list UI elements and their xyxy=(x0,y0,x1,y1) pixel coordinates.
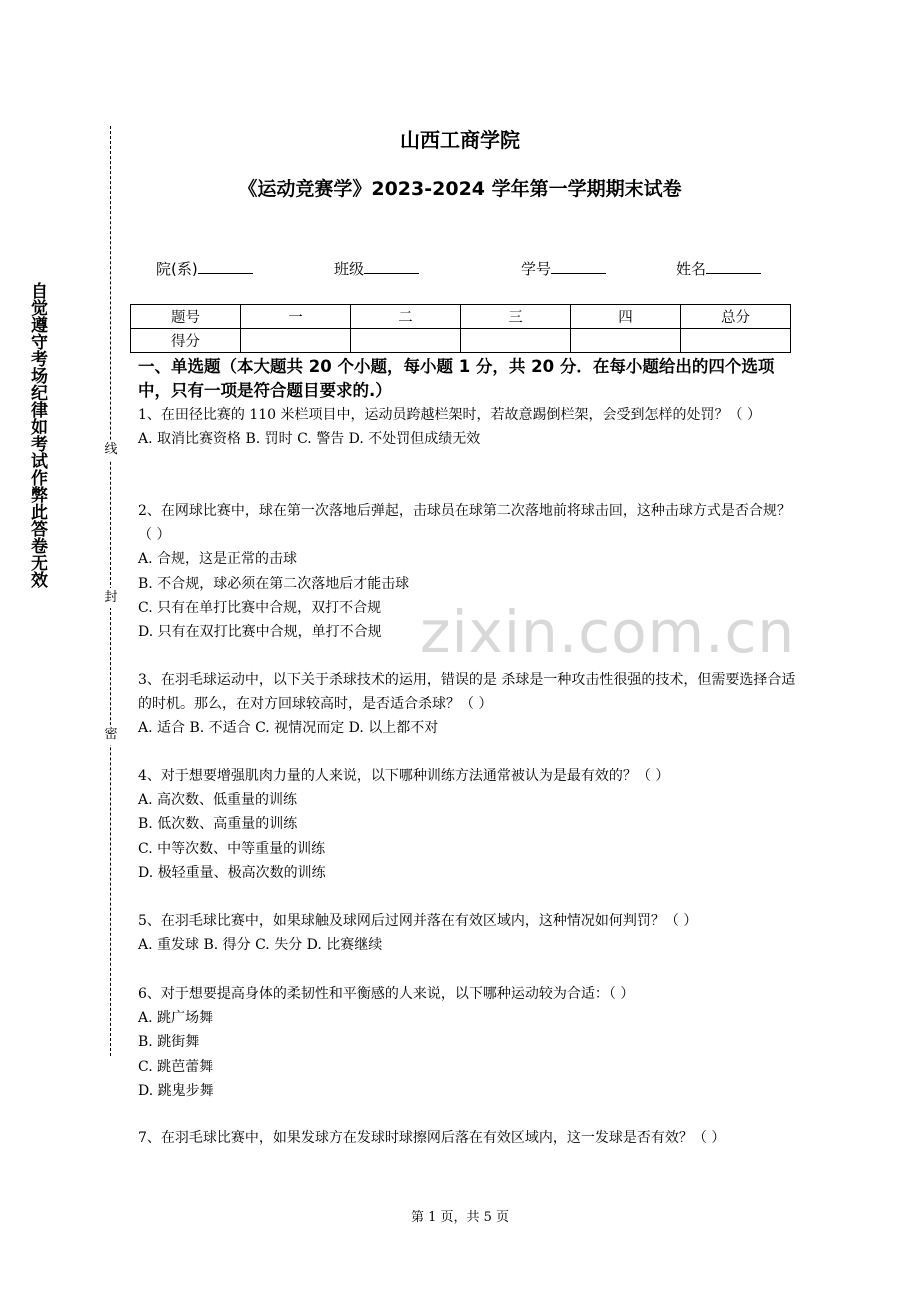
question-option: B. 不合规，球必须在第二次落地后才能击球 xyxy=(138,575,410,592)
question-option: A. 取消比赛资格 B. 罚时 C. 警告 D. 不处罚但成绩无效 xyxy=(138,431,481,448)
info-name-blank xyxy=(706,259,761,274)
question-3 xyxy=(138,668,798,741)
exam-title: 《运动竞赛学》2023-2024 学年第一学期期末试卷 xyxy=(238,178,682,200)
score-entry-cell[interactable] xyxy=(461,329,571,353)
info-student-id-label: 学号 xyxy=(521,260,552,278)
info-name xyxy=(676,258,761,279)
question-4 xyxy=(138,764,798,885)
question-option: A. 高次数、低重量的训练 xyxy=(138,792,298,809)
binding-mark-secret: 密 xyxy=(103,725,119,745)
score-entry-cell[interactable] xyxy=(351,329,461,353)
score-table-cell: 三 xyxy=(461,305,571,329)
binding-mark-seal: 封 xyxy=(103,588,119,608)
section-heading: 一、单选题（本大题共 20 个小题，每小题 1 分，共 20 分．在每小题给出的四个选项中，只有一项是符合题目要求的.） xyxy=(138,357,775,400)
info-class-blank xyxy=(364,259,419,274)
score-table-cell: 总分 xyxy=(681,305,791,329)
question-7 xyxy=(138,1126,798,1150)
info-department-blank xyxy=(198,259,253,274)
question-option: D. 只有在双打比赛中合规，单打不合规 xyxy=(138,624,382,641)
info-department xyxy=(156,258,253,279)
question-stem: 7、在羽毛球比赛中，如果发球方在发球时球擦网后落在有效区域内，这一发球是否有效？（ ） xyxy=(138,1130,726,1146)
score-entry-cell[interactable] xyxy=(571,329,681,353)
score-table-score-row xyxy=(131,329,791,353)
question-stem: 4、对于想要增强肌肉力量的人来说，以下哪种训练方法通常被认为是最有效的？（ ） xyxy=(138,768,670,784)
page-footer: 第 1 页，共 5 页 xyxy=(410,1210,510,1225)
info-department-label: 院(系) xyxy=(156,260,198,278)
score-table-cell: 一 xyxy=(241,305,351,329)
question-option: D. 极轻重量、极高次数的训练 xyxy=(138,864,326,881)
info-name-label: 姓名 xyxy=(676,260,707,278)
score-table-cell: 二 xyxy=(351,305,461,329)
school-name: 山西工商学院 xyxy=(400,128,520,152)
question-stem: 3、在羽毛球运动中，以下关于杀球技术的运用，错误的是 杀球是一种攻击性很强的技术，但需要选择合适的时机。那么，在对方回球较高时，是否适合杀球？（ ） xyxy=(138,672,796,713)
question-option: A. 重发球 B. 得分 C. 失分 D. 比赛继续 xyxy=(138,937,383,954)
question-option: B. 低次数、高重量的训练 xyxy=(138,816,298,833)
question-stem: 1、在田径比赛的 110 米栏项目中，运动员跨越栏架时，若故意踢倒栏架，会受到怎样的处罚？（ ） xyxy=(138,407,761,423)
score-table-header-row xyxy=(131,305,791,329)
score-table-cell: 四 xyxy=(571,305,681,329)
score-table-cell: 题号 xyxy=(131,305,241,329)
question-stem: 6、对于想要提高身体的柔韧性和平衡感的人来说，以下哪种运动较为合适：（ ） xyxy=(138,986,635,1002)
question-option: D. 跳鬼步舞 xyxy=(138,1082,214,1099)
score-table xyxy=(130,304,791,353)
question-option: C. 跳芭蕾舞 xyxy=(138,1058,214,1075)
question-option: A. 适合 B. 不适合 C. 视情况而定 D. 以上都不对 xyxy=(138,720,439,737)
info-student-id xyxy=(521,258,606,279)
score-entry-cell[interactable] xyxy=(681,329,791,353)
score-table-cell: 得分 xyxy=(131,329,241,353)
info-class-label: 班级 xyxy=(334,260,365,278)
info-class xyxy=(334,258,419,279)
question-5 xyxy=(138,909,798,957)
question-stem: 2、在网球比赛中，球在第一次落地后弹起，击球员在球第二次落地前将球击回，这种击球方式是否合规？（ ） xyxy=(138,503,791,544)
question-option: C. 只有在单打比赛中合规，双打不合规 xyxy=(138,599,382,616)
question-option: A. 跳广场舞 xyxy=(138,1010,214,1027)
exam-discipline-notice: 自觉遵守考场纪律如考试作弊此答卷无效 xyxy=(27,282,47,588)
question-option: B. 跳街舞 xyxy=(138,1034,200,1051)
info-student-id-blank xyxy=(551,259,606,274)
question-2 xyxy=(138,499,798,644)
question-option: A. 合规，这是正常的击球 xyxy=(138,551,298,568)
question-6 xyxy=(138,982,798,1103)
question-stem: 5、在羽毛球比赛中，如果球触及球网后过网并落在有效区域内，这种情况如何判罚？（ ） xyxy=(138,913,698,929)
binding-mark-line: 线 xyxy=(103,440,119,460)
question-option: C. 中等次数、中等重量的训练 xyxy=(138,840,326,857)
question-1 xyxy=(138,403,798,451)
watermark: zixin.com.cn xyxy=(420,598,796,666)
score-entry-cell[interactable] xyxy=(241,329,351,353)
